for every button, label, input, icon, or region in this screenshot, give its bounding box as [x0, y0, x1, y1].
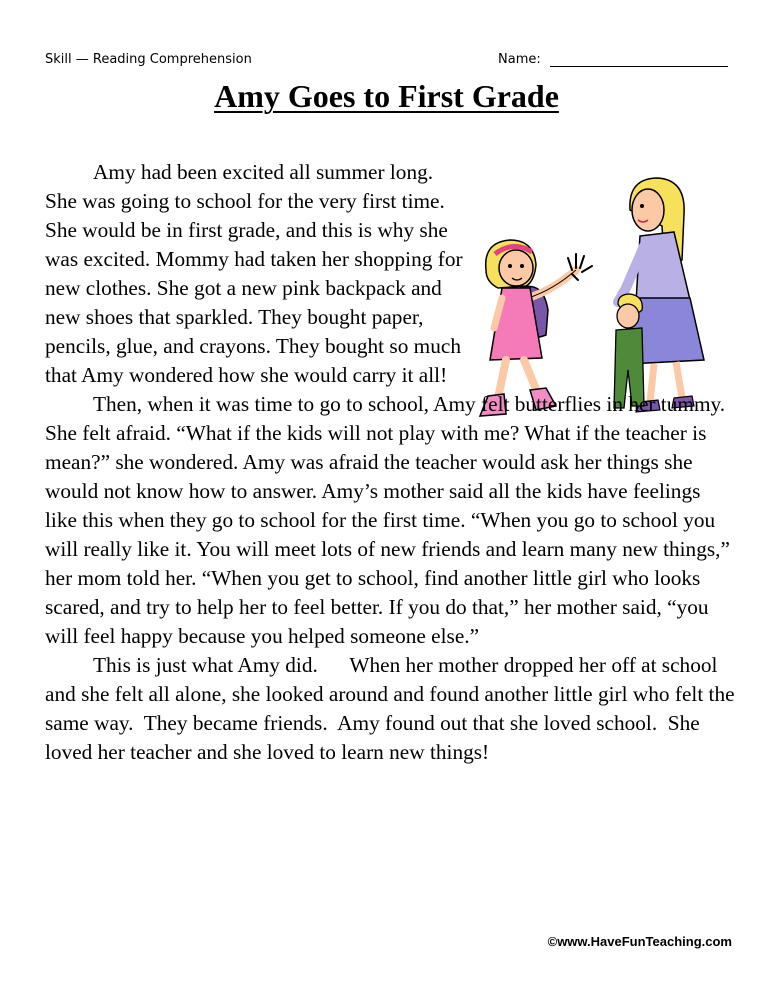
page-title: Amy Goes to First Grade	[214, 78, 559, 114]
story-text	[45, 158, 740, 767]
name-blank-line[interactable]	[550, 66, 728, 67]
paragraph-3: This is just what Amy did. When her mother dropped her off at school and she felt all alone, she looked around and found another little girl who felt the same way. They became friends. Amy found out that she loved school. She loved her teacher and she loved to learn new things!	[45, 653, 740, 764]
name-label: Name:	[498, 52, 541, 67]
skill-label: Skill — Reading Comprehension	[45, 52, 252, 67]
copyright-footer: ©www.HaveFunTeaching.com	[547, 934, 732, 949]
worksheet-header	[45, 50, 730, 72]
paragraph-2: Then, when it was time to go to school, Amy felt butterflies in her tummy. She felt afraid. “What if the kids will not play with me? What if the teacher is mean?” she wondered. Amy was afraid the teacher would ask her things she would not know how to answer. Amy’s mother said all the kids have feelings like this when they go to school for the first time. “When you go to school you will really like it. You will meet lots of new friends and learn many new things,” her mom told her. “When you get to school, find another little girl who looks scared, and try to help her to feel better. If you do that,” her mother said, “you will feel happy because you helped someone else.”	[45, 392, 730, 648]
paragraph-1: Amy had been excited all summer long. She was going to school for the very first time. She would be in first grade, and this is why she was excited. Mommy had taken her shopping for new clothes. She got a new pink backpack and new shoes that sparkled. They bought paper, pencils, glue, and crayons. They bought so much that Amy wondered how she would carry it all!	[45, 160, 463, 387]
